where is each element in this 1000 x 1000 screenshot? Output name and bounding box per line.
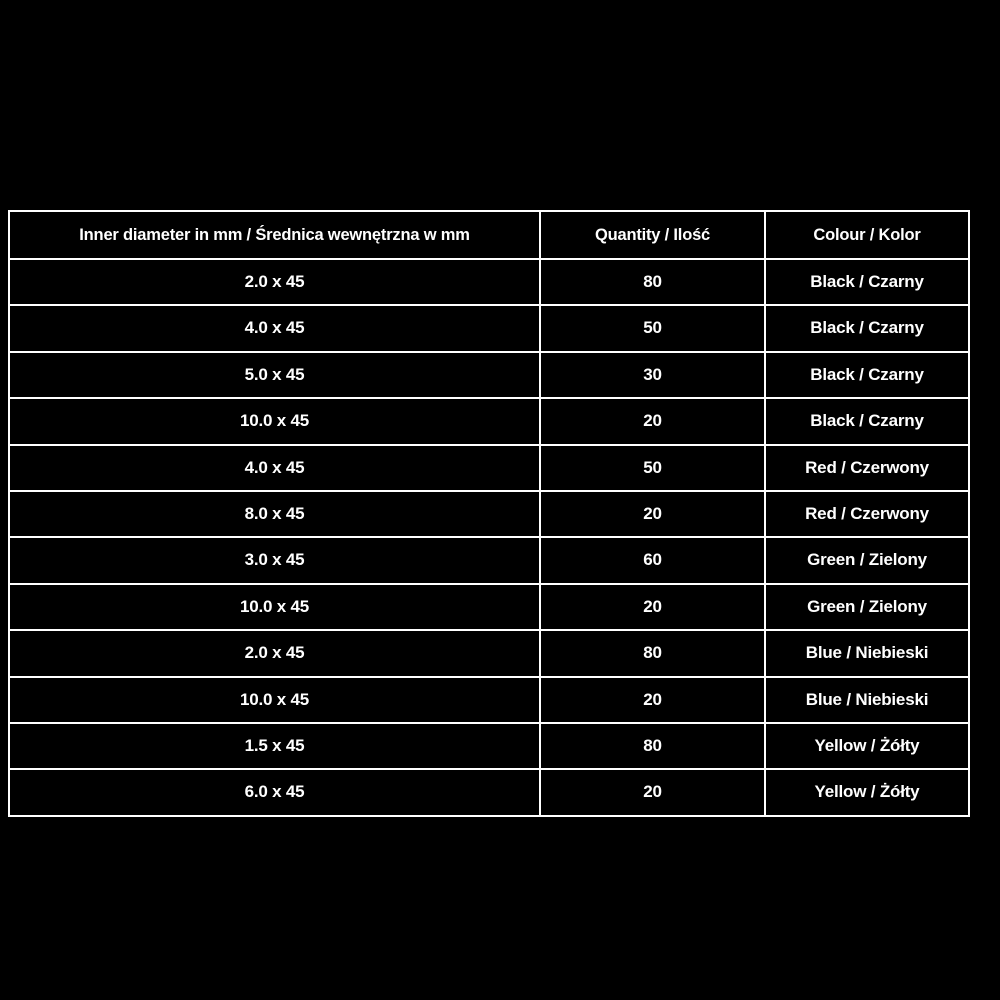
- cell-diameter: 10.0 x 45: [9, 584, 540, 630]
- cell-diameter: 4.0 x 45: [9, 445, 540, 491]
- cell-quantity: 50: [540, 445, 765, 491]
- cell-colour: Blue / Niebieski: [765, 630, 969, 676]
- table-body: [9, 259, 969, 816]
- table-row: [9, 630, 969, 676]
- cell-colour: Green / Zielony: [765, 584, 969, 630]
- cell-colour: Yellow / Żółty: [765, 769, 969, 815]
- cell-colour: Green / Zielony: [765, 537, 969, 583]
- column-header-diameter: Inner diameter in mm / Średnica wewnętrzna w mm: [9, 211, 540, 259]
- table-row: [9, 491, 969, 537]
- spec-table-container: [8, 210, 968, 817]
- column-header-quantity: Quantity / Ilość: [540, 211, 765, 259]
- table-row: [9, 352, 969, 398]
- cell-diameter: 3.0 x 45: [9, 537, 540, 583]
- table-row: [9, 398, 969, 444]
- cell-colour: Black / Czarny: [765, 398, 969, 444]
- cell-quantity: 80: [540, 630, 765, 676]
- cell-quantity: 30: [540, 352, 765, 398]
- table-row: [9, 769, 969, 815]
- cell-diameter: 2.0 x 45: [9, 630, 540, 676]
- cell-diameter: 10.0 x 45: [9, 398, 540, 444]
- cell-colour: Black / Czarny: [765, 352, 969, 398]
- table-row: [9, 259, 969, 305]
- cell-quantity: 60: [540, 537, 765, 583]
- cell-colour: Yellow / Żółty: [765, 723, 969, 769]
- cell-diameter: 6.0 x 45: [9, 769, 540, 815]
- table-header-row: [9, 211, 969, 259]
- cell-diameter: 8.0 x 45: [9, 491, 540, 537]
- cell-colour: Blue / Niebieski: [765, 677, 969, 723]
- cell-diameter: 5.0 x 45: [9, 352, 540, 398]
- cell-quantity: 20: [540, 677, 765, 723]
- table-row: [9, 445, 969, 491]
- table-row: [9, 677, 969, 723]
- cell-diameter: 10.0 x 45: [9, 677, 540, 723]
- cell-quantity: 20: [540, 398, 765, 444]
- table-row: [9, 723, 969, 769]
- cell-diameter: 4.0 x 45: [9, 305, 540, 351]
- cell-diameter: 2.0 x 45: [9, 259, 540, 305]
- cell-diameter: 1.5 x 45: [9, 723, 540, 769]
- cell-quantity: 20: [540, 769, 765, 815]
- cell-quantity: 20: [540, 491, 765, 537]
- table-row: [9, 537, 969, 583]
- column-header-colour: Colour / Kolor: [765, 211, 969, 259]
- cell-quantity: 80: [540, 259, 765, 305]
- table-header: [9, 211, 969, 259]
- cell-quantity: 80: [540, 723, 765, 769]
- table-row: [9, 305, 969, 351]
- cell-colour: Red / Czerwony: [765, 491, 969, 537]
- cell-colour: Red / Czerwony: [765, 445, 969, 491]
- cell-colour: Black / Czarny: [765, 259, 969, 305]
- spec-table: [8, 210, 970, 817]
- table-row: [9, 584, 969, 630]
- cell-quantity: 20: [540, 584, 765, 630]
- cell-colour: Black / Czarny: [765, 305, 969, 351]
- cell-quantity: 50: [540, 305, 765, 351]
